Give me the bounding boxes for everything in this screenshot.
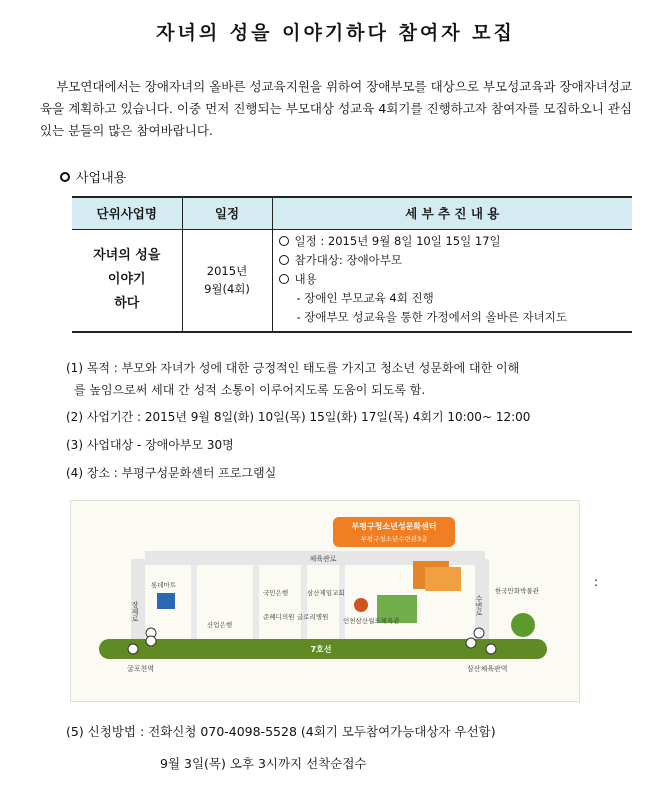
apply-line-1: (5) 신청방법 : 전화신청 070-4098-5528 (4회기 모두참여가능대상자 우선함) bbox=[66, 724, 496, 739]
detail-target-text: 참가대상: 장애아부모 bbox=[294, 252, 403, 267]
map-label-kookmin: 국민은행 bbox=[263, 589, 289, 597]
header-schedule: 일정 bbox=[182, 197, 272, 229]
road-left-label: 장제로 bbox=[131, 601, 139, 622]
section-heading bbox=[60, 167, 126, 186]
circle-bullet-icon bbox=[60, 172, 70, 182]
map-label-gym: 인천삼산월드체육관 bbox=[343, 617, 400, 625]
program-table bbox=[72, 196, 632, 333]
purpose-item bbox=[66, 357, 626, 401]
detail-schedule bbox=[279, 232, 633, 251]
detail-target bbox=[279, 251, 633, 270]
period-item bbox=[66, 406, 626, 428]
road-inner bbox=[191, 565, 197, 643]
map-colon: : bbox=[594, 575, 599, 589]
program-name-line: 이야기 bbox=[107, 272, 146, 287]
map-label-museum: 한국만화박물관 bbox=[495, 587, 539, 595]
road-top-label: 체육관로 bbox=[309, 555, 337, 563]
page-title: 자녀의 성을 이야기하다 참여자 모집 bbox=[156, 22, 515, 44]
purpose-line-2: 를 높임으로써 세대 간 성적 소통이 이루어지도록 도움이 되도록 함. bbox=[74, 383, 426, 397]
program-name-cell bbox=[72, 229, 182, 332]
apply-line-2: 9월 3일(목) 오후 3시까지 선착순접수 bbox=[160, 756, 367, 771]
road-inner bbox=[301, 565, 307, 643]
station-left-label: 굴포천역 bbox=[127, 665, 155, 673]
map-label-lotte: 롯데마트 bbox=[151, 581, 177, 589]
program-name-line: 하다 bbox=[114, 296, 140, 311]
header-name: 단위사업명 bbox=[72, 197, 182, 229]
detail-content bbox=[279, 270, 633, 289]
map-label-sanup: 산업은행 bbox=[207, 621, 233, 629]
exit-4 bbox=[474, 628, 484, 638]
schedule-line: 2015년 bbox=[206, 264, 248, 278]
place-text: (4) 장소 : 부평구성문화센터 프로그램실 bbox=[66, 466, 277, 480]
road-inner bbox=[253, 565, 259, 643]
venue-title: 부평구청소년성문화센터 bbox=[351, 522, 437, 531]
target-text: (3) 사업대상 - 장애아부모 30명 bbox=[66, 438, 234, 452]
circle-bullet-icon bbox=[279, 255, 289, 265]
station-right-label: 삼산체육관역 bbox=[467, 665, 508, 673]
road-inner bbox=[339, 565, 345, 643]
venue-building-icon bbox=[425, 567, 461, 591]
table-header-row bbox=[72, 197, 632, 229]
location-map bbox=[70, 500, 580, 702]
tree-icon bbox=[511, 613, 535, 637]
detail-schedule-text: 일정 : 2015년 9월 8일 10일 15일 17일 bbox=[294, 233, 501, 248]
subway-line-label: 7호선 bbox=[310, 645, 332, 654]
map-drawing bbox=[71, 501, 581, 703]
ball-icon bbox=[354, 598, 368, 612]
period-text: (2) 사업기간 : 2015년 9월 8일(화) 10일(목) 15일(화) 17일(목) 4회기 10:00~ 12:00 bbox=[66, 410, 531, 424]
detail-content-item: - 장애부모 성교육을 통한 가정에서의 올바른 자녀지도 bbox=[296, 309, 567, 324]
exit-8 bbox=[146, 636, 156, 646]
detail-content-item: - 장애인 부모교육 4회 진행 bbox=[296, 290, 434, 305]
purpose-line-1: (1) 목적 : 부모와 자녀가 성에 대한 긍정적인 태도를 가지고 청소년 성문화에 대한 이해 bbox=[66, 361, 520, 375]
detail-content-text: 내용 bbox=[294, 271, 317, 286]
circle-bullet-icon bbox=[279, 236, 289, 246]
section-title: 사업내용 bbox=[76, 171, 127, 186]
program-name-line: 자녀의 성을 bbox=[93, 248, 161, 263]
map-label-school: 삼산제일교회 bbox=[307, 589, 345, 597]
map-label-gloly: 글로리병원 bbox=[297, 613, 329, 621]
exit-7-right bbox=[486, 644, 496, 654]
map-label-junhedi: 준헤디의원 bbox=[263, 613, 295, 621]
venue-sub: 부평구청소년수련관3층 bbox=[360, 535, 428, 543]
intro-text: 부모연대에서는 장애자녀의 올바른 성교육지원을 위하여 장애부모를 대상으로 부모성교육과 장애자녀성교육을 계획하고 있습니다. 이중 먼저 진행되는 부모대상 성교육 4회기를 진행하고자 참여자를 모집하오니 관심있는 분들의 많은 참여바랍니다. bbox=[40, 79, 632, 138]
target-item bbox=[66, 434, 626, 456]
lotte-building-icon bbox=[157, 593, 175, 609]
exit-3 bbox=[466, 638, 476, 648]
road-right-label: 수변로 bbox=[475, 595, 483, 616]
program-details-cell bbox=[272, 229, 632, 332]
program-schedule-cell bbox=[182, 229, 272, 332]
place-item bbox=[66, 462, 626, 484]
table-row bbox=[72, 229, 632, 332]
intro-paragraph bbox=[40, 76, 632, 142]
circle-bullet-icon bbox=[279, 274, 289, 284]
header-details: 세 부 추 진 내 용 bbox=[272, 197, 632, 229]
schedule-line: 9월(4회) bbox=[204, 282, 250, 296]
exit-7-left bbox=[128, 644, 138, 654]
